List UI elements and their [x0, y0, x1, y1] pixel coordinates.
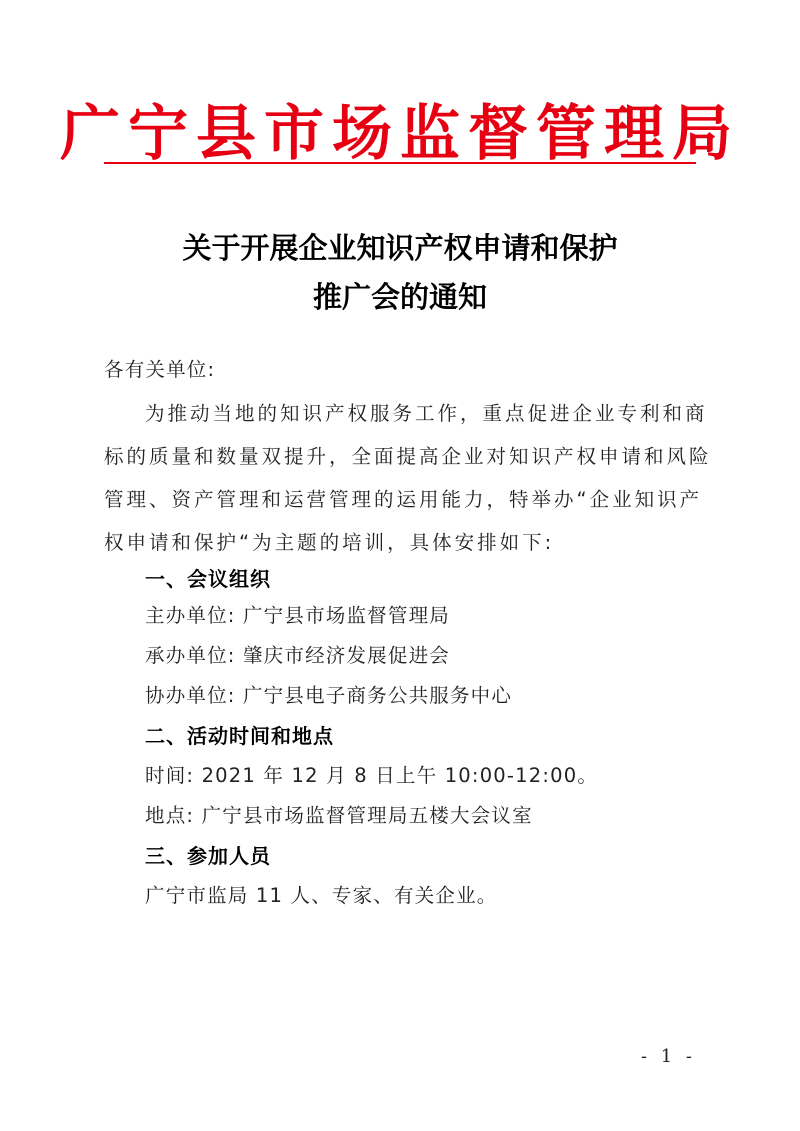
intro-paragraph-line: 权申请和保护“为主题的培训，具体安排如下: [104, 531, 555, 554]
section-heading-participants: 三、参加人员 [145, 844, 271, 868]
participants: 广宁市监局 11 人、专家、有关企业。 [145, 884, 498, 907]
section-heading-organization: 一、会议组织 [145, 567, 271, 591]
section-heading-time-place: 二、活动时间和地点 [145, 724, 334, 748]
page-number: - 1 - [640, 1046, 696, 1067]
document-title-line-2: 推广会的通知 [312, 280, 487, 314]
organizer-host: 主办单位: 广宁县市场监督管理局 [145, 604, 450, 627]
intro-paragraph-line: 标的质量和数量双提升，全面提高企业对知识产权申请和风险 [104, 445, 712, 468]
salutation: 各有关单位: [104, 358, 216, 381]
event-location: 地点: 广宁县市场监督管理局五楼大会议室 [145, 804, 533, 827]
organizer-co-host: 协办单位: 广宁县电子商务公共服务中心 [145, 684, 513, 707]
organizer-undertaker: 承办单位: 肇庆市经济发展促进会 [145, 644, 450, 667]
document-title-line-1: 关于开展企业知识产权申请和保护 [182, 231, 618, 265]
agency-letterhead: 广宁县市场监督管理局 [60, 99, 740, 169]
intro-paragraph-line: 管理、资产管理和运营管理的运用能力，特举办“企业知识产 [104, 488, 703, 511]
intro-paragraph-line: 为推动当地的知识产权服务工作，重点促进企业专利和商 [145, 402, 708, 425]
letterhead-red-rule [104, 162, 696, 164]
event-time: 时间: 2021 年 12 月 8 日上午 10:00-12:00。 [145, 764, 599, 787]
